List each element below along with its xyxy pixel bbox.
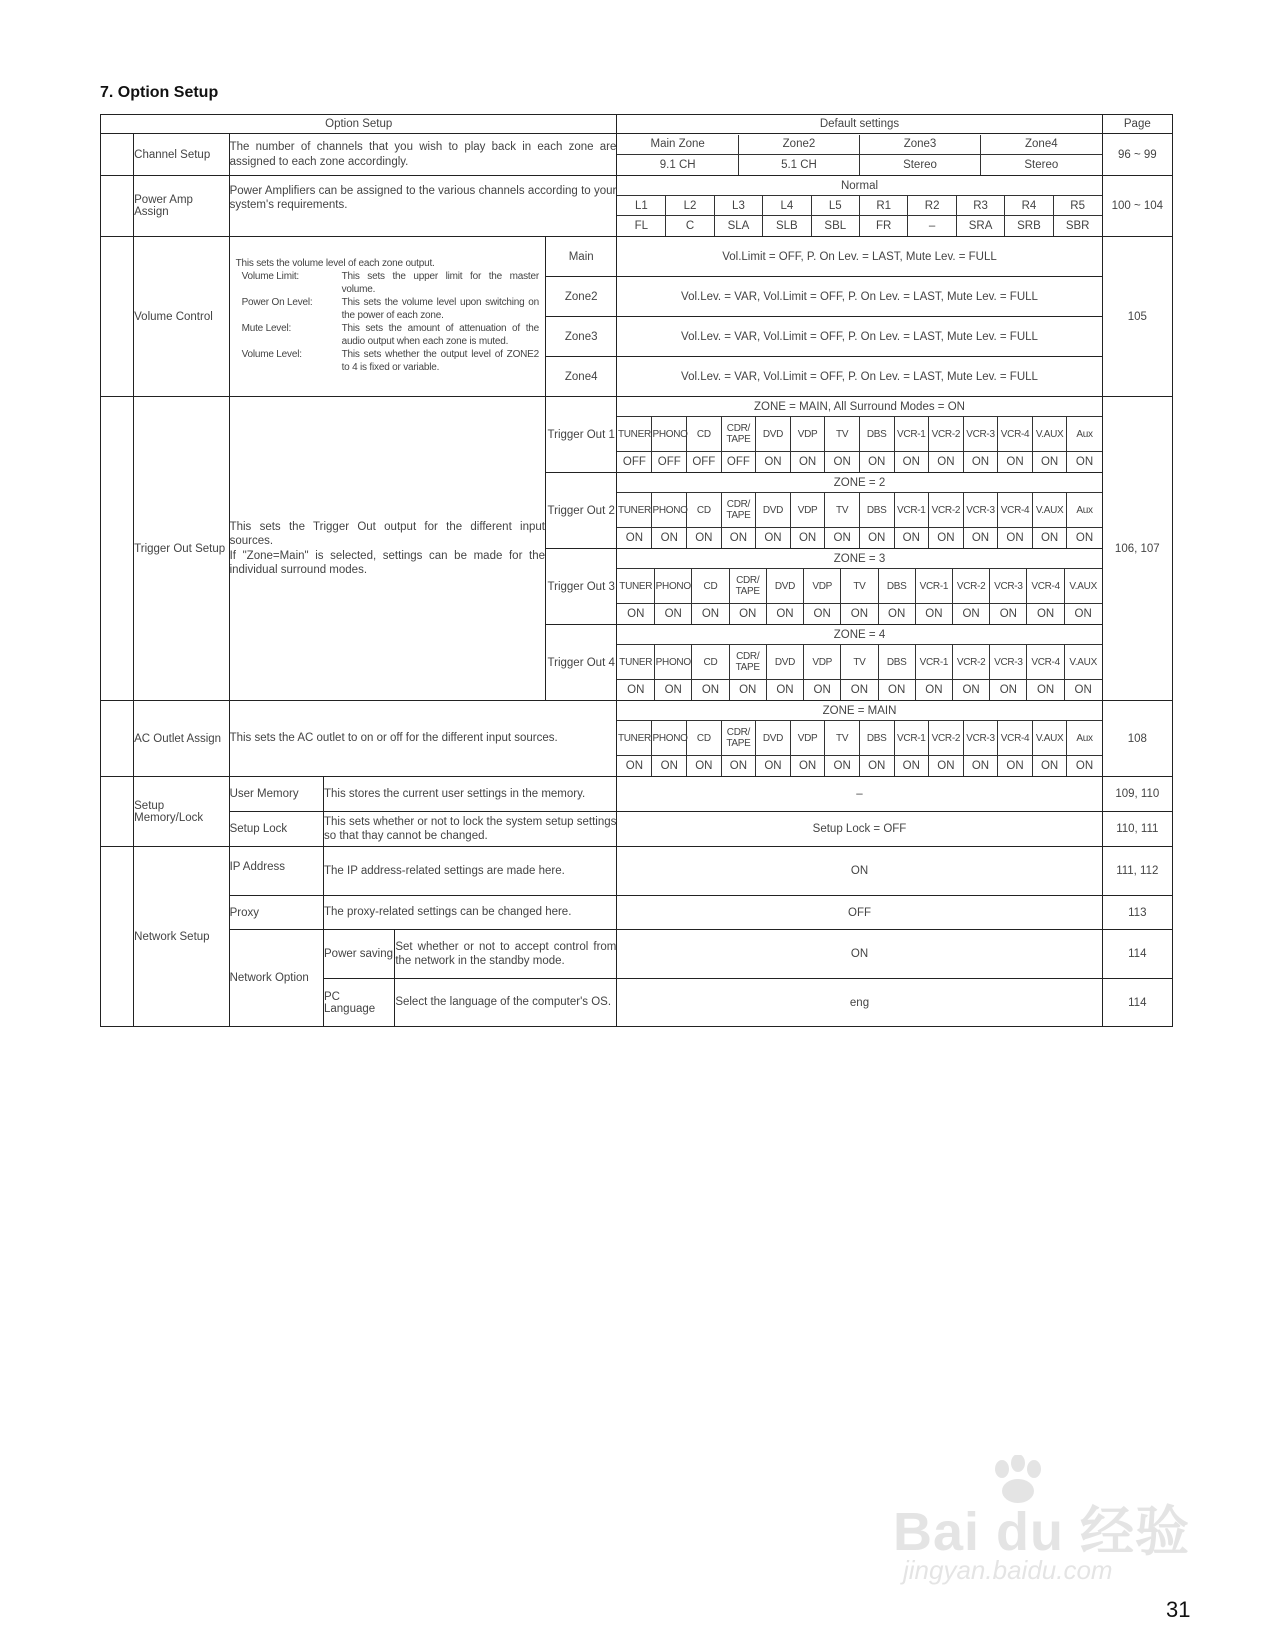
trigger-out-page: 106, 107 (1102, 397, 1172, 701)
source-cell: VCR-2 (929, 721, 964, 756)
source-cell: DBS (859, 417, 894, 452)
source-cell: VCR-2 (929, 417, 964, 452)
network-setup-label: Network Setup (134, 847, 229, 1027)
trigger-zone: ZONE = MAIN, All Surround Modes = ON (617, 398, 1101, 417)
volume-default: Vol.Lev. = VAR, Vol.Limit = OFF, P. On Lev. = LAST, Mute Lev. = FULL (617, 357, 1102, 397)
volume-item-text: This sets the amount of attenuation of the audio output when each zone is muted. (341, 323, 539, 347)
state-cell: ON (729, 680, 766, 700)
source-cell: TUNER (617, 645, 654, 680)
volume-default: Vol.Lev. = VAR, Vol.Limit = OFF, P. On Lev. = LAST, Mute Lev. = FULL (617, 277, 1102, 317)
source-cell: Aux (1067, 417, 1102, 452)
trigger-table (617, 626, 1101, 700)
source-cell: V.AUX (1032, 417, 1067, 452)
volume-item-key: Mute Level: (241, 323, 292, 335)
source-cell: DBS (859, 493, 894, 528)
trigger-desc-2: If "Zone=Main" is selected, settings can be made for the individual surround modes. (229, 549, 545, 576)
power-saving-desc: Set whether or not to accept control from the network in the standby mode. (395, 930, 617, 979)
volume-default: Vol.Lev. = VAR, Vol.Limit = OFF, P. On Lev. = LAST, Mute Lev. = FULL (617, 317, 1102, 357)
trigger-out-name: Trigger Out 4 (546, 625, 617, 701)
state-cell: ON (655, 604, 692, 624)
volume-zone: Zone3 (546, 317, 617, 357)
ac-outlet-table (617, 702, 1101, 776)
source-cell: V.AUX (1032, 493, 1067, 528)
source-cell: DVD (766, 569, 803, 604)
state-cell: ON (878, 604, 915, 624)
state-cell: ON (998, 528, 1033, 548)
state-cell: ON (756, 756, 791, 776)
state-cell: ON (915, 680, 952, 700)
pc-language-label: PC Language (324, 979, 395, 1027)
power-amp-mode: Normal (617, 177, 1101, 196)
source-cell: DBS (878, 569, 915, 604)
state-cell: ON (1032, 528, 1067, 548)
source-cell: CD (687, 493, 722, 528)
source-cell: VCR-3 (990, 569, 1027, 604)
channel-setup-label: Channel Setup (134, 134, 229, 176)
source-cell: TV (825, 493, 860, 528)
trigger-table (617, 398, 1101, 472)
state-cell: ON (825, 452, 860, 472)
state-cell: ON (766, 680, 803, 700)
power-amp-desc: Power Amplifiers can be assigned to the various channels according to your system's requirements. (229, 176, 617, 237)
source-cell: VDP (790, 493, 825, 528)
row-ip-address (101, 847, 1173, 896)
source-cell: VCR-1 (894, 721, 929, 756)
amp-cell: R2 (908, 196, 956, 216)
amp-channel-cell: SLA (714, 216, 762, 236)
source-cell: V.AUX (1064, 569, 1101, 604)
state-cell: ON (652, 756, 687, 776)
col-header-option: Option Setup (101, 115, 617, 134)
volume-zone: Main (546, 237, 617, 277)
state-cell: ON (894, 756, 929, 776)
source-cell: CD (687, 417, 722, 452)
setup-lock-desc: This sets whether or not to lock the system setup settings so that thay cannot be changed. (324, 812, 617, 847)
source-cell: V.AUX (1032, 721, 1067, 756)
power-amp-page: 100 ~ 104 (1102, 176, 1172, 237)
state-cell: ON (894, 452, 929, 472)
volume-zone: Zone2 (546, 277, 617, 317)
source-cell: VCR-2 (929, 493, 964, 528)
amp-channel-cell: SBR (1053, 216, 1101, 236)
volume-default: Vol.Limit = OFF, P. On Lev. = LAST, Mute Lev. = FULL (617, 237, 1102, 277)
state-cell: ON (915, 604, 952, 624)
state-cell: ON (841, 604, 878, 624)
baidu-watermark (893, 1455, 1193, 1595)
state-cell: ON (1067, 452, 1102, 472)
source-cell: Aux (1067, 493, 1102, 528)
channel-setup-page: 96 ~ 99 (1102, 134, 1172, 176)
volume-control-label: Volume Control (134, 237, 229, 397)
volume-item-key: Volume Level: (241, 349, 302, 361)
zone-header: Zone3 (859, 135, 980, 155)
source-cell: VDP (804, 645, 841, 680)
state-cell: ON (617, 756, 652, 776)
amp-channel-cell: SLB (763, 216, 811, 236)
source-cell: DVD (766, 645, 803, 680)
source-cell: CDR/ TAPE (729, 569, 766, 604)
channel-setup-desc: The number of channels that you wish to play back in each zone are assigned to each zone accordingly. (229, 134, 617, 176)
source-cell: VCR-2 (953, 645, 990, 680)
source-cell: CD (692, 569, 729, 604)
source-cell: TUNER (617, 417, 652, 452)
state-cell: ON (1064, 680, 1101, 700)
amp-cell: L4 (763, 196, 811, 216)
amp-channel-cell: FR (860, 216, 908, 236)
col-header-defaults: Default settings (617, 115, 1102, 134)
amp-cell: L5 (811, 196, 859, 216)
row-ac-outlet (101, 701, 1173, 777)
volume-item-key: Power On Level: (241, 297, 313, 309)
state-cell: ON (953, 680, 990, 700)
state-cell: ON (1067, 528, 1102, 548)
state-cell: ON (1064, 604, 1101, 624)
ip-address-page: 111, 112 (1102, 847, 1172, 896)
state-cell: ON (756, 452, 791, 472)
state-cell: ON (929, 528, 964, 548)
state-cell: OFF (687, 452, 722, 472)
watermark-site: jingyan.baidu.com (903, 1555, 1113, 1585)
source-cell: DVD (756, 721, 791, 756)
source-cell: VCR-4 (998, 721, 1033, 756)
setup-lock-label: Setup Lock (229, 812, 323, 847)
amp-channel-cell: SRA (956, 216, 1004, 236)
ip-address-desc: The IP address-related settings are made here. (324, 847, 617, 896)
state-cell: OFF (652, 452, 687, 472)
state-cell: ON (878, 680, 915, 700)
volume-item-text: This sets the upper limit for the master volume. (341, 271, 539, 295)
amp-channel-cell: C (666, 216, 714, 236)
state-cell: ON (721, 756, 756, 776)
proxy-desc: The proxy-related settings can be changed here. (324, 896, 617, 930)
state-cell: OFF (721, 452, 756, 472)
row-power-saving (101, 930, 1173, 979)
state-cell: ON (963, 756, 998, 776)
source-cell: CDR/ TAPE (721, 417, 756, 452)
source-cell: VDP (790, 721, 825, 756)
state-cell: OFF (617, 452, 652, 472)
proxy-page: 113 (1102, 896, 1172, 930)
volume-intro: This sets the volume level of each zone output. (235, 257, 435, 269)
source-cell: PHONO (652, 493, 687, 528)
section-heading: 7. Option Setup (100, 84, 219, 101)
state-cell: ON (790, 756, 825, 776)
source-cell: DBS (859, 721, 894, 756)
state-cell: ON (963, 528, 998, 548)
source-cell: CDR/ TAPE (721, 493, 756, 528)
page-number: 31 (1166, 1597, 1191, 1622)
watermark-brand: Bai du 经验 (893, 1502, 1191, 1562)
source-cell: VCR-3 (990, 645, 1027, 680)
state-cell: ON (953, 604, 990, 624)
source-cell: VCR-4 (1027, 569, 1064, 604)
trigger-table (617, 474, 1101, 548)
amp-channel-cell: SRB (1005, 216, 1053, 236)
ac-outlet-label: AC Outlet Assign (134, 701, 229, 777)
source-cell: VCR-1 (894, 493, 929, 528)
state-cell: ON (990, 680, 1027, 700)
zone-value: Stereo (981, 155, 1102, 175)
zone-value: 5.1 CH (738, 155, 859, 175)
source-cell: CD (692, 645, 729, 680)
power-saving-label: Power saving (324, 930, 395, 979)
zone-header: Zone2 (738, 135, 859, 155)
state-cell: ON (766, 604, 803, 624)
state-cell: ON (804, 680, 841, 700)
user-memory-label: User Memory (229, 777, 323, 812)
state-cell: ON (721, 528, 756, 548)
volume-item-text: This sets the volume level upon switching on the power of each zone. (341, 297, 539, 321)
power-saving-page: 114 (1102, 930, 1172, 979)
source-cell: CD (687, 721, 722, 756)
state-cell: ON (790, 452, 825, 472)
source-cell: VCR-1 (894, 417, 929, 452)
state-cell: ON (894, 528, 929, 548)
source-cell: VCR-1 (915, 645, 952, 680)
amp-cell: R3 (956, 196, 1004, 216)
state-cell: ON (1067, 756, 1102, 776)
source-cell: V.AUX (1064, 645, 1101, 680)
source-cell: TV (825, 417, 860, 452)
state-cell: ON (790, 528, 825, 548)
state-cell: ON (692, 680, 729, 700)
source-cell: VCR-1 (915, 569, 952, 604)
amp-cell: L1 (617, 196, 665, 216)
state-cell: ON (841, 680, 878, 700)
source-cell: DVD (756, 417, 791, 452)
state-cell: ON (729, 604, 766, 624)
state-cell: ON (998, 756, 1033, 776)
volume-item-key: Volume Limit: (241, 271, 300, 283)
source-cell: CDR/ TAPE (721, 721, 756, 756)
amp-cell: L3 (714, 196, 762, 216)
source-cell: TV (841, 569, 878, 604)
amp-cell: R4 (1005, 196, 1053, 216)
state-cell: ON (804, 604, 841, 624)
trigger-zone: ZONE = 4 (617, 626, 1101, 645)
amp-channel-cell: SBL (811, 216, 859, 236)
volume-control-page: 105 (1102, 237, 1172, 397)
state-cell: ON (990, 604, 1027, 624)
source-cell: PHONO (652, 721, 687, 756)
ip-address-default: ON (617, 847, 1102, 896)
pc-language-page: 114 (1102, 979, 1172, 1027)
source-cell: DBS (878, 645, 915, 680)
source-cell: TV (841, 645, 878, 680)
setup-lock-page: 110, 111 (1102, 812, 1172, 847)
state-cell: ON (655, 680, 692, 700)
trigger-out-name: Trigger Out 1 (546, 397, 617, 473)
trigger-zone: ZONE = 3 (617, 550, 1101, 569)
volume-item-text: This sets whether the output level of ZONE2 to 4 is fixed or variable. (341, 349, 539, 373)
source-cell: Aux (1067, 721, 1102, 756)
ac-outlet-zone: ZONE = MAIN (617, 702, 1101, 721)
zone-header: Main Zone (617, 135, 738, 155)
source-cell: VDP (790, 417, 825, 452)
state-cell: ON (859, 756, 894, 776)
ip-address-label: IP Address (229, 847, 323, 896)
ac-outlet-page: 108 (1102, 701, 1172, 777)
power-amp-table (617, 177, 1101, 236)
pc-language-desc: Select the language of the computer's OS. (395, 979, 617, 1027)
state-cell: ON (687, 756, 722, 776)
state-cell: ON (859, 528, 894, 548)
trigger-out-desc (229, 397, 545, 701)
user-memory-page: 109, 110 (1102, 777, 1172, 812)
source-cell: VCR-4 (998, 493, 1033, 528)
state-cell: ON (756, 528, 791, 548)
amp-cell: L2 (666, 196, 714, 216)
state-cell: ON (1032, 756, 1067, 776)
row-power-amp-assign (101, 176, 1173, 237)
source-cell: PHONO (655, 569, 692, 604)
state-cell: ON (652, 528, 687, 548)
trigger-out-label: Trigger Out Setup (134, 397, 229, 701)
source-cell: VCR-4 (998, 417, 1033, 452)
trigger-table (617, 550, 1101, 624)
source-cell: VCR-2 (953, 569, 990, 604)
state-cell: ON (1027, 604, 1064, 624)
row-trigger-out (101, 397, 1173, 473)
state-cell: ON (929, 452, 964, 472)
setup-memory-label: Setup Memory/Lock (134, 777, 229, 847)
state-cell: ON (825, 528, 860, 548)
col-header-page: Page (1102, 115, 1172, 134)
state-cell: ON (617, 604, 654, 624)
state-cell: ON (617, 680, 654, 700)
trigger-out-name: Trigger Out 3 (546, 549, 617, 625)
setup-lock-default: Setup Lock = OFF (617, 812, 1102, 847)
trigger-zone: ZONE = 2 (617, 474, 1101, 493)
proxy-label: Proxy (229, 896, 323, 930)
amp-channel-cell: – (908, 216, 956, 236)
pc-language-default: eng (617, 979, 1102, 1027)
state-cell: ON (998, 452, 1033, 472)
trigger-out-name: Trigger Out 2 (546, 473, 617, 549)
state-cell: ON (859, 452, 894, 472)
amp-cell: R5 (1053, 196, 1101, 216)
row-user-memory (101, 777, 1173, 812)
state-cell: ON (1032, 452, 1067, 472)
state-cell: ON (825, 756, 860, 776)
state-cell: ON (929, 756, 964, 776)
source-cell: VCR-3 (963, 721, 998, 756)
state-cell: ON (1027, 680, 1064, 700)
state-cell: ON (963, 452, 998, 472)
zone-header: Zone4 (981, 135, 1102, 155)
source-cell: PHONO (655, 645, 692, 680)
ac-outlet-desc: This sets the AC outlet to on or off for the different input sources. (229, 701, 617, 777)
power-amp-label: Power Amp Assign (134, 176, 229, 237)
row-channel-setup (101, 134, 1173, 176)
source-cell: VCR-4 (1027, 645, 1064, 680)
zone-value: 9.1 CH (617, 155, 738, 175)
amp-cell: R1 (860, 196, 908, 216)
row-setup-lock (101, 812, 1173, 847)
state-cell: ON (687, 528, 722, 548)
channel-zone-table (617, 135, 1101, 175)
source-cell: PHONO (652, 417, 687, 452)
source-cell: TUNER (617, 493, 652, 528)
source-cell: DVD (756, 493, 791, 528)
row-volume-control (101, 237, 1173, 277)
source-cell: TUNER (617, 569, 654, 604)
volume-zone: Zone4 (546, 357, 617, 397)
user-memory-default: – (617, 777, 1102, 812)
proxy-default: OFF (617, 896, 1102, 930)
source-cell: VCR-3 (963, 493, 998, 528)
power-saving-default: ON (617, 930, 1102, 979)
user-memory-desc: This stores the current user settings in the memory. (324, 777, 617, 812)
option-setup-table (100, 114, 1173, 1027)
row-proxy (101, 896, 1173, 930)
zone-value: Stereo (859, 155, 980, 175)
source-cell: VCR-3 (963, 417, 998, 452)
source-cell: CDR/ TAPE (729, 645, 766, 680)
state-cell: ON (617, 528, 652, 548)
amp-channel-cell: FL (617, 216, 665, 236)
state-cell: ON (692, 604, 729, 624)
source-cell: VDP (804, 569, 841, 604)
trigger-desc-1: This sets the Trigger Out output for the different input sources. (229, 520, 545, 548)
source-cell: TV (825, 721, 860, 756)
network-option-label: Network Option (229, 930, 323, 1027)
volume-control-desc (229, 237, 545, 397)
source-cell: TUNER (617, 721, 652, 756)
